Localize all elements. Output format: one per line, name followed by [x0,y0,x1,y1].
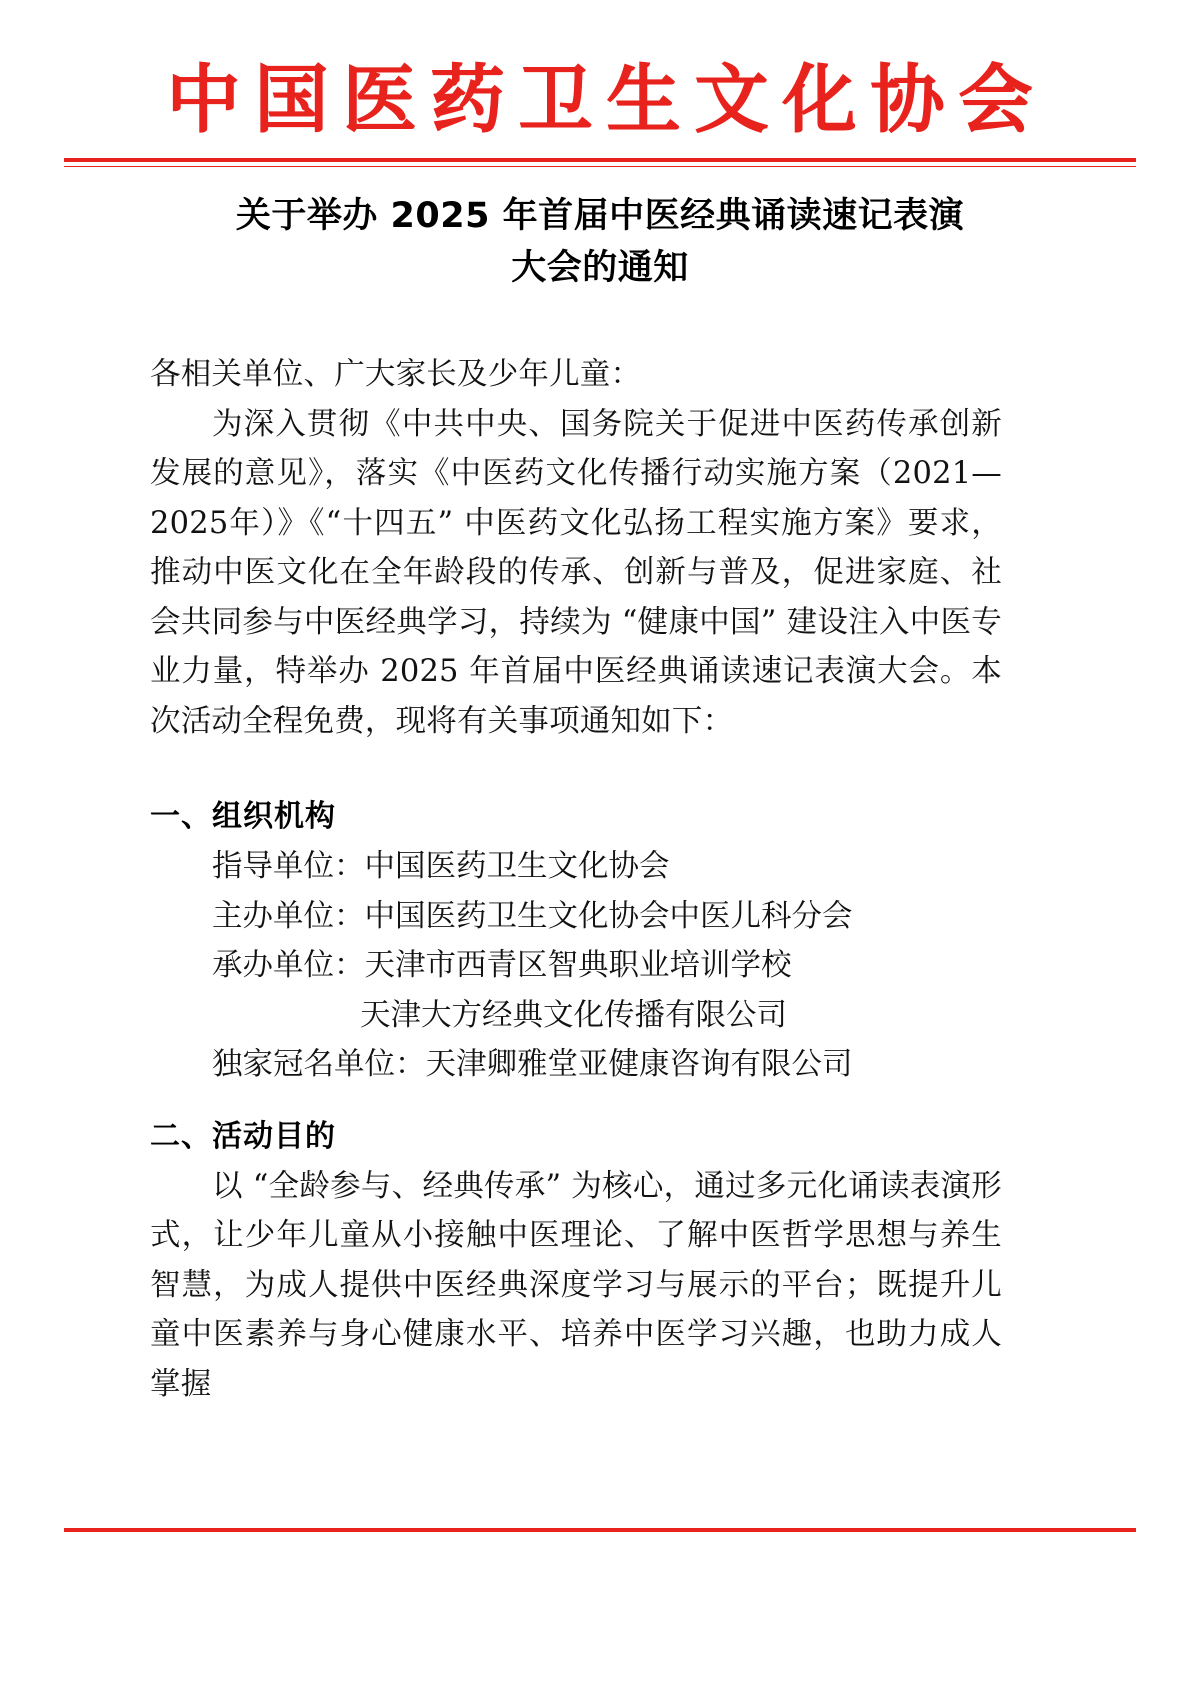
document-body [150,350,1002,1409]
org-line-organizer-unit-second: 天津大方经典文化传播有限公司 [360,997,787,1033]
document-title [150,190,1050,294]
masthead-red-rule-thick [64,158,1136,162]
preamble-paragraph: 为深入贯彻《中共中央、国务院关于促进中医药传承创新发展的意见》，落实《中医药文化传播行动实施方案（2021—2025年）》《“十四五” 中医药文化弘扬工程实施方案》要求，推动中医文化在全年龄段的传承、创新与普及，促进家庭、社会共同参与中医经典学习，持续为 “健康中国” 建设注入中医专业力量，特举办 2025 年首届中医经典诵读速记表演大会。本次活动全程免费，现将有关事项通知如下： [150,406,1002,739]
org-line-host-unit: 主办单位：中国医药卫生文化协会中医儿科分会 [212,898,853,934]
footer-red-rule [64,1528,1136,1532]
org-line-exclusive-title-sponsor: 独家冠名单位：天津卿雅堂亚健康咨询有限公司 [212,1047,853,1082]
salutation: 各相关单位、广大家长及少年儿童： [150,357,642,392]
section-heading-purpose: 二、活动目的 [150,1118,336,1154]
body-spacer-2 [150,1090,1002,1112]
org-line-guidance-unit: 指导单位：中国医药卫生文化协会 [212,849,670,884]
document-title-line-2: 大会的通知 [511,248,689,288]
issuing-organization-title: 中国医药卫生文化协会 [166,57,1047,143]
purpose-paragraph: 以 “全龄参与、经典传承” 为核心，通过多元化诵读表演形式，让少年儿童从小接触中医理论、了解中医哲学思想与养生智慧，为成人提供中医经典深度学习与展示的平台；既提升儿童中医素养与身心健康水平、培养中医学习兴趣，也助力成人掌握 [150,1168,1002,1402]
body-spacer [150,746,1002,792]
masthead-red-rule-thin [64,166,1136,167]
masthead [0,54,1199,146]
document-title-line-1: 关于举办 2025 年首届中医经典诵读速记表演 [235,196,965,236]
org-line-organizer-unit: 承办单位：天津市西青区智典职业培训学校 [212,948,792,983]
section-heading-organization: 一、组织机构 [150,799,336,834]
